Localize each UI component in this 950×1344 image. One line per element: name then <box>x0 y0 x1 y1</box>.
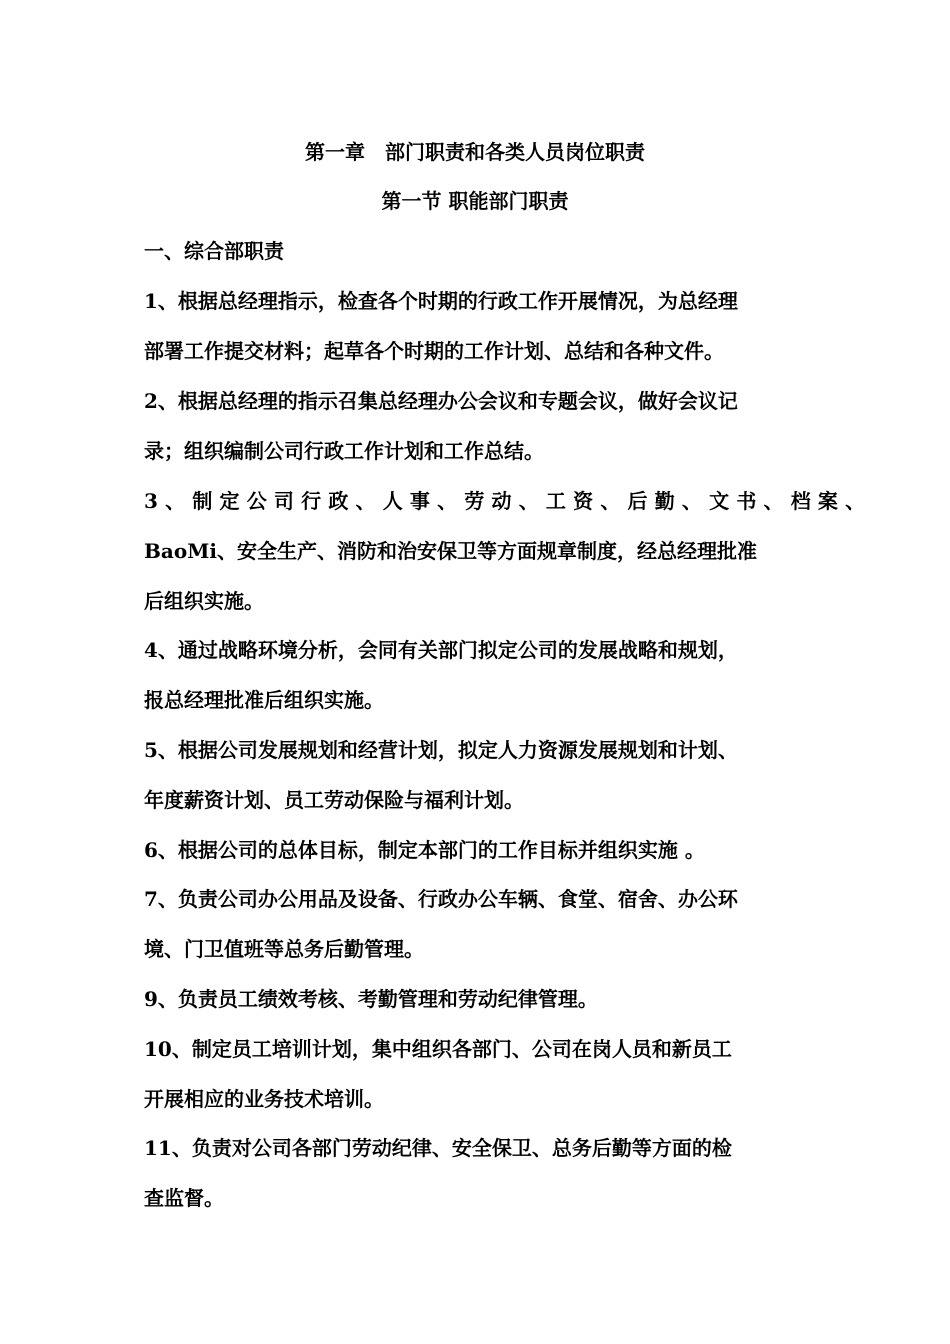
section-title: 第一节 职能部门职责 <box>381 189 569 213</box>
item-10-line-2: 开展相应的业务技术培训。 <box>144 1087 384 1111</box>
item-2-line-1: 2、根据总经理的指示召集总经理办公会议和专题会议，做好会议记 <box>144 389 738 413</box>
item-3-line-3: 后组织实施。 <box>144 589 264 613</box>
subsection-title: 一、综合部职责 <box>144 239 284 263</box>
chapter-title: 第一章 部门职责和各类人员岗位职责 <box>305 140 645 164</box>
item-1-line-1: 1、根据总经理指示，检查各个时期的行政工作开展情况，为总经理 <box>144 289 738 313</box>
item-7-line-2: 境、门卫值班等总务后勤管理。 <box>144 937 424 961</box>
item-5-line-2: 年度薪资计划、员工劳动保险与福利计划。 <box>144 788 524 812</box>
item-5-line-1: 5、根据公司发展规划和经营计划，拟定人力资源发展规划和计划、 <box>144 738 738 762</box>
item-4-line-2: 报总经理批准后组织实施。 <box>144 688 384 712</box>
item-9-line-1: 9、负责员工绩效考核、考勤管理和劳动纪律管理。 <box>144 987 598 1011</box>
item-3-line-2: BaoMi、安全生产、消防和治安保卫等方面规章制度，经总经理批准 <box>144 539 757 563</box>
item-3-line-1: 3、制定公司行政、人事、劳动、工资、后勤、文书、档案、 <box>144 489 873 513</box>
item-4-line-1: 4、通过战略环境分析，会同有关部门拟定公司的发展战略和规划， <box>144 638 738 662</box>
item-10-line-1: 10、制定员工培训计划，集中组织各部门、公司在岗人员和新员工 <box>144 1037 732 1061</box>
item-11-line-2: 查监督。 <box>144 1186 224 1210</box>
item-11-line-1: 11、负责对公司各部门劳动纪律、安全保卫、总务后勤等方面的检 <box>144 1136 732 1160</box>
item-1-line-2: 部署工作提交材料；起草各个时期的工作计划、总结和各种文件。 <box>144 339 724 363</box>
item-6-line-1: 6、根据公司的总体目标，制定本部门的工作目标并组织实施 。 <box>144 838 705 862</box>
item-2-line-2: 录；组织编制公司行政工作计划和工作总结。 <box>144 439 544 463</box>
item-7-line-1: 7、负责公司办公用品及设备、行政办公车辆、食堂、宿舍、办公环 <box>144 887 738 911</box>
